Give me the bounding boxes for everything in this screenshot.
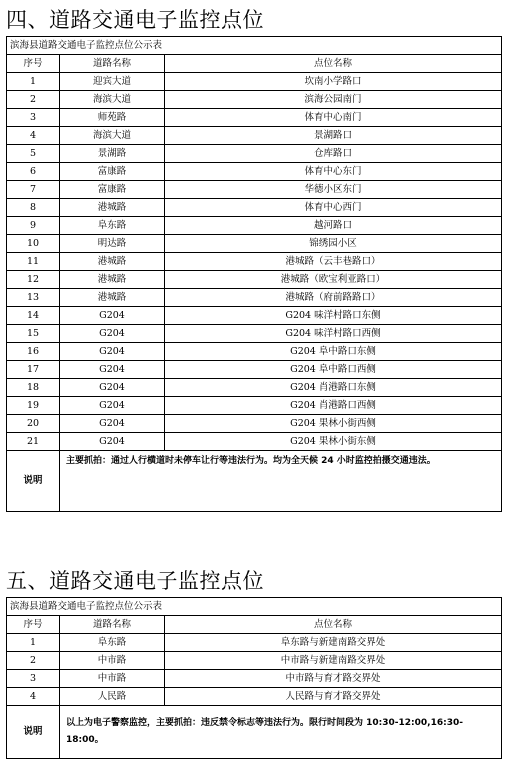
row-road-name: 港城路 xyxy=(60,199,165,217)
table-row xyxy=(7,415,502,433)
row-point-name: 港城路（云丰巷路口） xyxy=(165,253,502,271)
row-index: 3 xyxy=(7,109,60,127)
table-row xyxy=(7,397,502,415)
row-point-name: 人民路与育才路交界处 xyxy=(165,688,502,706)
section-title: 四、道路交通电子监控点位 xyxy=(6,8,264,32)
table-row xyxy=(7,127,502,145)
row-point-name: G204 味洋村路口西侧 xyxy=(165,325,502,343)
table-row xyxy=(7,652,502,670)
table-row xyxy=(7,181,502,199)
row-road-name: 阜东路 xyxy=(60,634,165,652)
monitoring-points-table xyxy=(6,597,502,759)
row-index: 10 xyxy=(7,235,60,253)
table-caption: 滨海县道路交通电子监控点位公示表 xyxy=(7,37,502,55)
row-point-name: 景湖路口 xyxy=(165,127,502,145)
row-road-name: 海滨大道 xyxy=(60,127,165,145)
row-road-name: G204 xyxy=(60,307,165,325)
row-road-name: 中市路 xyxy=(60,652,165,670)
row-point-name: 滨海公园南门 xyxy=(165,91,502,109)
row-index: 5 xyxy=(7,145,60,163)
header-index: 序号 xyxy=(7,616,60,634)
row-point-name: 越河路口 xyxy=(165,217,502,235)
row-point-name: 锦绣园小区 xyxy=(165,235,502,253)
table-row xyxy=(7,145,502,163)
row-point-name: 仓库路口 xyxy=(165,145,502,163)
table-row xyxy=(7,199,502,217)
row-index: 14 xyxy=(7,307,60,325)
table-row xyxy=(7,163,502,181)
row-index: 8 xyxy=(7,199,60,217)
table-row xyxy=(7,688,502,706)
header-index: 序号 xyxy=(7,55,60,73)
row-point-name: G204 肖港路口东侧 xyxy=(165,379,502,397)
row-index: 6 xyxy=(7,163,60,181)
row-road-name: 明达路 xyxy=(60,235,165,253)
table-row xyxy=(7,235,502,253)
table-row xyxy=(7,91,502,109)
row-point-name: 港城路（欧宝利亚路口） xyxy=(165,271,502,289)
row-index: 2 xyxy=(7,652,60,670)
row-point-name: 体育中心东门 xyxy=(165,163,502,181)
table-row xyxy=(7,670,502,688)
row-road-name: 师苑路 xyxy=(60,109,165,127)
row-road-name: 港城路 xyxy=(60,253,165,271)
note-row xyxy=(7,451,502,512)
table-row xyxy=(7,343,502,361)
row-point-name: G204 阜中路口东侧 xyxy=(165,343,502,361)
row-point-name: 中市路与新建南路交界处 xyxy=(165,652,502,670)
row-index: 17 xyxy=(7,361,60,379)
note-label: 说明 xyxy=(7,451,60,512)
row-road-name: 人民路 xyxy=(60,688,165,706)
row-index: 19 xyxy=(7,397,60,415)
row-point-name: 坎南小学路口 xyxy=(165,73,502,91)
table-row xyxy=(7,379,502,397)
row-index: 15 xyxy=(7,325,60,343)
note-text: 以上为电子警察监控，主要抓拍：违反禁令标志等违法行为。限行时间段为 10:30-12:00,16:30-18:00。 xyxy=(60,706,502,759)
row-point-name: 华德小区东门 xyxy=(165,181,502,199)
table-row xyxy=(7,361,502,379)
row-index: 21 xyxy=(7,433,60,451)
row-road-name: 富康路 xyxy=(60,181,165,199)
row-index: 20 xyxy=(7,415,60,433)
row-road-name: 迎宾大道 xyxy=(60,73,165,91)
row-index: 4 xyxy=(7,127,60,145)
row-road-name: 港城路 xyxy=(60,271,165,289)
note-label: 说明 xyxy=(7,706,60,759)
table-row xyxy=(7,433,502,451)
row-index: 4 xyxy=(7,688,60,706)
row-index: 16 xyxy=(7,343,60,361)
row-road-name: 阜东路 xyxy=(60,217,165,235)
row-index: 3 xyxy=(7,670,60,688)
table-row xyxy=(7,271,502,289)
table-row xyxy=(7,73,502,91)
row-road-name: G204 xyxy=(60,325,165,343)
row-point-name: G204 果林小街西侧 xyxy=(165,415,502,433)
table-row xyxy=(7,325,502,343)
row-road-name: G204 xyxy=(60,397,165,415)
row-road-name: G204 xyxy=(60,361,165,379)
row-index: 2 xyxy=(7,91,60,109)
row-index: 18 xyxy=(7,379,60,397)
row-point-name: 体育中心西门 xyxy=(165,199,502,217)
row-index: 13 xyxy=(7,289,60,307)
header-road-name: 道路名称 xyxy=(60,616,165,634)
row-index: 9 xyxy=(7,217,60,235)
table-caption: 滨海县道路交通电子监控点位公示表 xyxy=(7,598,502,616)
table-row xyxy=(7,217,502,235)
table-row xyxy=(7,253,502,271)
table-row xyxy=(7,307,502,325)
row-index: 1 xyxy=(7,634,60,652)
row-road-name: G204 xyxy=(60,433,165,451)
row-point-name: G204 果林小街东侧 xyxy=(165,433,502,451)
row-index: 7 xyxy=(7,181,60,199)
header-point-name: 点位名称 xyxy=(165,616,502,634)
table-row xyxy=(7,289,502,307)
header-road-name: 道路名称 xyxy=(60,55,165,73)
row-point-name: G204 阜中路口西侧 xyxy=(165,361,502,379)
row-point-name: G204 肖港路口西侧 xyxy=(165,397,502,415)
section-title: 五、道路交通电子监控点位 xyxy=(6,569,264,593)
row-road-name: 海滨大道 xyxy=(60,91,165,109)
header-point-name: 点位名称 xyxy=(165,55,502,73)
row-road-name: G204 xyxy=(60,343,165,361)
row-road-name: 中市路 xyxy=(60,670,165,688)
row-point-name: 阜东路与新建南路交界处 xyxy=(165,634,502,652)
note-row xyxy=(7,706,502,759)
monitoring-points-table xyxy=(6,36,502,512)
row-road-name: 港城路 xyxy=(60,289,165,307)
row-point-name: 港城路（府前路路口） xyxy=(165,289,502,307)
row-road-name: G204 xyxy=(60,415,165,433)
table-row xyxy=(7,634,502,652)
row-index: 1 xyxy=(7,73,60,91)
note-text: 主要抓拍：通过人行横道时未停车让行等违法行为。均为全天候 24 小时监控拍摄交通违法。 xyxy=(60,451,502,512)
row-point-name: G204 味洋村路口东侧 xyxy=(165,307,502,325)
row-index: 11 xyxy=(7,253,60,271)
row-index: 12 xyxy=(7,271,60,289)
row-point-name: 体育中心南门 xyxy=(165,109,502,127)
row-road-name: 富康路 xyxy=(60,163,165,181)
row-road-name: G204 xyxy=(60,379,165,397)
row-road-name: 景湖路 xyxy=(60,145,165,163)
table-row xyxy=(7,109,502,127)
row-point-name: 中市路与育才路交界处 xyxy=(165,670,502,688)
